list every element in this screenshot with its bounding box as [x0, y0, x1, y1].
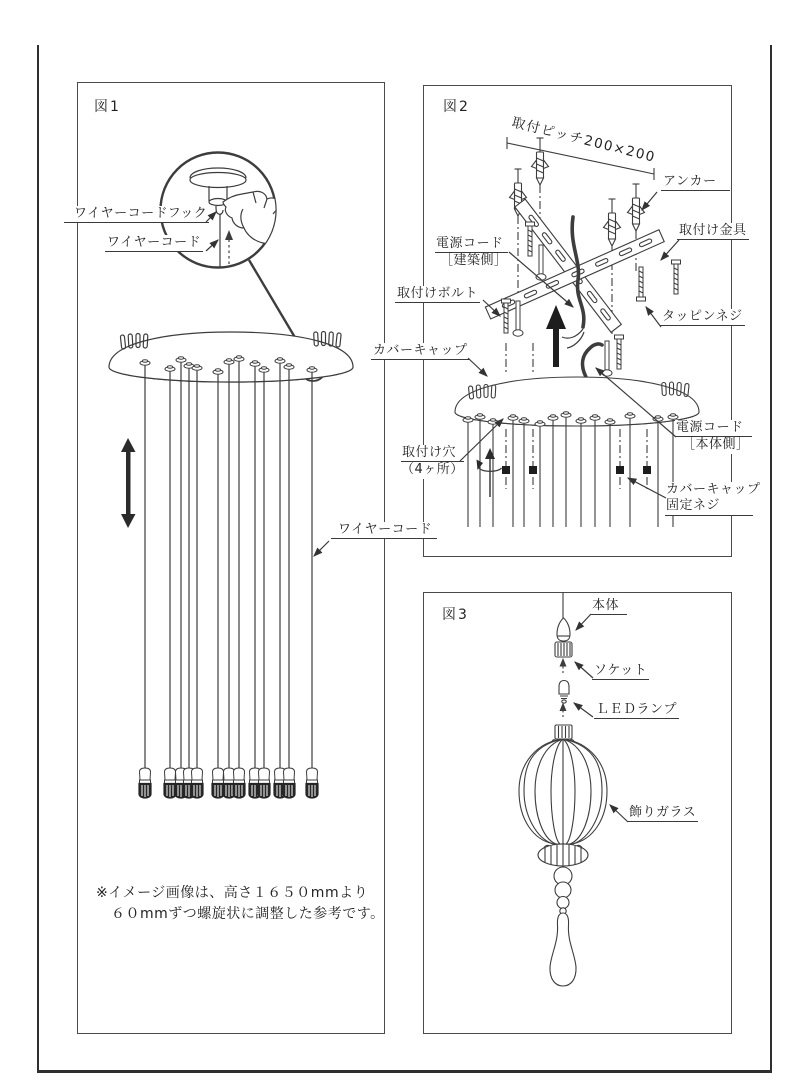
- label-led-lamp: ＬＥＤランプ: [594, 702, 679, 719]
- power-cord-building-ends: [562, 329, 584, 348]
- note-line1: ※イメージ画像は、高さ１６５０mmより: [96, 885, 369, 901]
- lift-up-arrow: [546, 305, 566, 367]
- label-socket: ソケット: [592, 663, 649, 680]
- label-mounting-bolt: 取付けボルト: [395, 286, 480, 303]
- lamp-sockets: [139, 768, 318, 798]
- label-decorative-glass: 飾りガラス: [627, 805, 698, 822]
- label-cover-cap: カバーキャップ: [371, 343, 470, 360]
- figure2-scene: [455, 137, 699, 527]
- label-body: 本体: [590, 598, 627, 615]
- label-power-cord-building: 電源コード ［建築側］: [436, 236, 508, 269]
- push-up-arrow: [225, 230, 233, 240]
- figure3-scene: [519, 592, 607, 986]
- figure1-title: 図1: [94, 99, 121, 115]
- wire-hook: [216, 206, 223, 214]
- label-power-cord-body: 電源コード ［本体側］: [676, 420, 750, 453]
- label-mounting-bracket: 取付け金具: [677, 223, 749, 240]
- figure3-title: 図3: [442, 607, 469, 623]
- figure1-note: [94, 883, 387, 925]
- label-wire-cord-hook: ワイヤーコードフック: [64, 206, 209, 223]
- label-cap-fixing-screw: カバーキャップ 固定ネジ: [665, 482, 762, 516]
- note-line2: ６０mmずつ螺旋状に調整した参考です。: [111, 906, 385, 922]
- label-wire-cord: ワイヤーコード: [105, 235, 203, 252]
- label-anchor: アンカー: [661, 174, 730, 191]
- height-adjust-arrow: [121, 438, 136, 528]
- figure2-title: 図2: [443, 99, 470, 115]
- led-lamp-part: [559, 681, 569, 704]
- label-mounting-pitch: 取付ピッチ200×200: [510, 114, 658, 166]
- center-lines: [506, 185, 647, 489]
- label-wire-cord-right: ワイヤーコード: [331, 522, 437, 539]
- socket-part: [555, 642, 572, 657]
- wire-hangers: [140, 356, 317, 768]
- power-cord-body: [583, 344, 602, 377]
- label-mounting-hole: 取付け穴 （4ヶ所）: [401, 445, 464, 478]
- canopy: [109, 332, 353, 383]
- label-tapping-screw: タッピンネジ: [660, 309, 745, 326]
- decorative-glass: [519, 725, 607, 986]
- lamp-body: [557, 618, 570, 641]
